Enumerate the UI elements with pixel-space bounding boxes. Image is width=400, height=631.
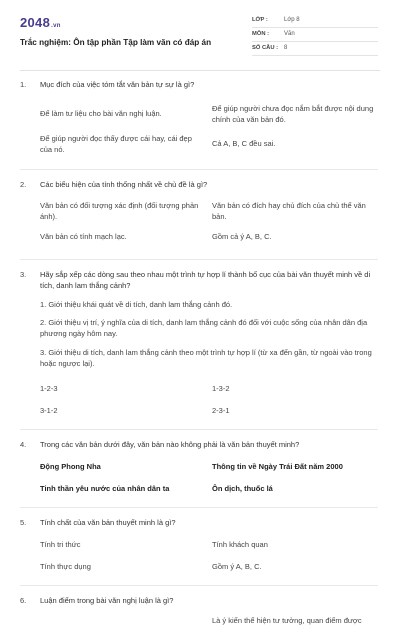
question-number: 5. — [20, 517, 27, 527]
answer-option-b[interactable]: Để giúp người chưa đọc nắm bắt được nội dung chính của văn bản đó. — [212, 104, 374, 124]
meta-label: MÔN : — [252, 31, 270, 38]
question-separator — [20, 507, 378, 508]
answer-option-d[interactable]: Gồm cả ý A, B, C. — [212, 232, 272, 242]
logo-sub: .vn — [51, 23, 61, 29]
answer-option-b[interactable]: Là ý kiến thể hiện tư tưởng, quan điểm được — [212, 616, 362, 626]
answer-options — [40, 613, 378, 631]
meta-class-row — [252, 14, 378, 28]
question-1 — [0, 80, 400, 160]
question-separator — [20, 585, 378, 586]
question-number: 2. — [20, 179, 27, 189]
question-separator — [20, 259, 378, 260]
answer-option-d[interactable]: Gồm ý A, B, C. — [212, 562, 262, 572]
document-meta — [252, 14, 378, 56]
question-text: Các biểu hiện của tính thống nhất về chủ đề là gì? — [40, 179, 208, 189]
question-text: Luận điểm trong bài văn nghị luận là gì? — [40, 595, 174, 605]
question-separator — [20, 429, 378, 430]
answer-option-a[interactable]: Để làm tư liệu cho bài văn nghị luận. — [40, 109, 162, 119]
answer-options — [40, 198, 378, 250]
question-number: 6. — [20, 595, 27, 605]
question-number: 1. — [20, 80, 27, 89]
answer-option-a[interactable]: Động Phong Nha — [40, 462, 101, 472]
meta-label: LỚP : — [252, 17, 268, 24]
answer-options — [40, 100, 378, 160]
answer-option-b[interactable]: Tính khách quan — [212, 540, 268, 550]
answer-option-d[interactable]: Ôn dịch, thuốc lá — [212, 484, 273, 494]
logo-main: 2048 — [20, 15, 51, 30]
question-list — [0, 80, 400, 631]
answer-option-c[interactable]: Để giúp người đọc thấy được cái hay, cái đẹp của nó. — [40, 134, 192, 154]
question-separator — [20, 169, 378, 170]
meta-count-row — [252, 42, 378, 56]
question-2 — [0, 180, 400, 250]
answer-option-c[interactable]: Văn bản có tính mạch lạc. — [40, 232, 127, 242]
question-4 — [0, 440, 400, 501]
statement-1: 1. Giới thiệu khái quát về di tích, danh lam thắng cảnh đó. — [40, 299, 233, 309]
answer-option-d[interactable]: 2-3-1 — [212, 406, 230, 416]
answer-options — [40, 457, 378, 501]
question-6 — [0, 596, 400, 631]
answer-options — [40, 535, 378, 579]
answer-option-b[interactable]: Thông tin về Ngày Trái Đất năm 2000 — [212, 462, 343, 472]
statement-3: 3. Giới thiệu di tích, danh lam thắng cảnh theo một trình tự hợp lí (từ xa đến gần, từ ngoài vào trong hoặc ngược lại). — [40, 348, 372, 368]
question-text: Trong các văn bản dưới đây, văn bản nào không phải là văn bản thuyết minh? — [40, 439, 300, 449]
question-text: Tính chất của văn bản thuyết minh là gì? — [40, 517, 176, 527]
answer-option-c[interactable]: Tinh thần yêu nước của nhân dân ta — [40, 484, 170, 494]
question-text: Mục đích của việc tóm tắt văn bản tự sự là gì? — [40, 80, 195, 89]
question-5 — [0, 518, 400, 579]
question-text: Hãy sắp xếp các dòng sau theo nhau một trình tự hợp lí thành bố cục của bài văn thuyết minh về di tích, danh lam thắng cảnh? — [40, 269, 371, 290]
meta-label: SỐ CÂU : — [252, 45, 279, 52]
question-number: 4. — [20, 439, 27, 449]
meta-value: 8 — [284, 45, 288, 52]
meta-subject-row — [252, 28, 378, 42]
meta-value: Văn — [284, 31, 295, 38]
answer-option-a[interactable] — [40, 613, 212, 631]
answer-option-c[interactable]: Tính thực dụng — [40, 562, 91, 572]
answer-option-a[interactable]: Tính tri thức — [40, 540, 81, 550]
answer-option-b[interactable]: 1-3-2 — [212, 384, 230, 394]
header-divider — [20, 70, 380, 71]
meta-value: Lớp 8 — [284, 17, 300, 24]
answer-option-c[interactable]: 3-1-2 — [40, 406, 58, 416]
question-number: 3. — [20, 269, 27, 279]
answer-option-a[interactable]: Văn bản có đối tượng xác định (đối tượng phản ánh). — [40, 200, 199, 221]
answer-option-d[interactable]: Cả A, B, C đều sai. — [212, 139, 276, 149]
page-title: Trắc nghiệm: Ôn tập phần Tập làm văn có đáp án — [20, 37, 212, 47]
statement-2: 2. Giới thiệu vị trí, ý nghĩa của di tích, danh lam thắng cảnh đó đối với cuộc sống của nhân dân địa phương ngày hôm nay. — [40, 318, 368, 339]
answer-option-b[interactable]: Văn bản có đích hay chủ đích của chủ thể văn bản. — [212, 200, 366, 221]
answer-option-a[interactable]: 1-2-3 — [40, 384, 58, 394]
answer-options — [40, 379, 378, 423]
question-3 — [0, 270, 400, 423]
